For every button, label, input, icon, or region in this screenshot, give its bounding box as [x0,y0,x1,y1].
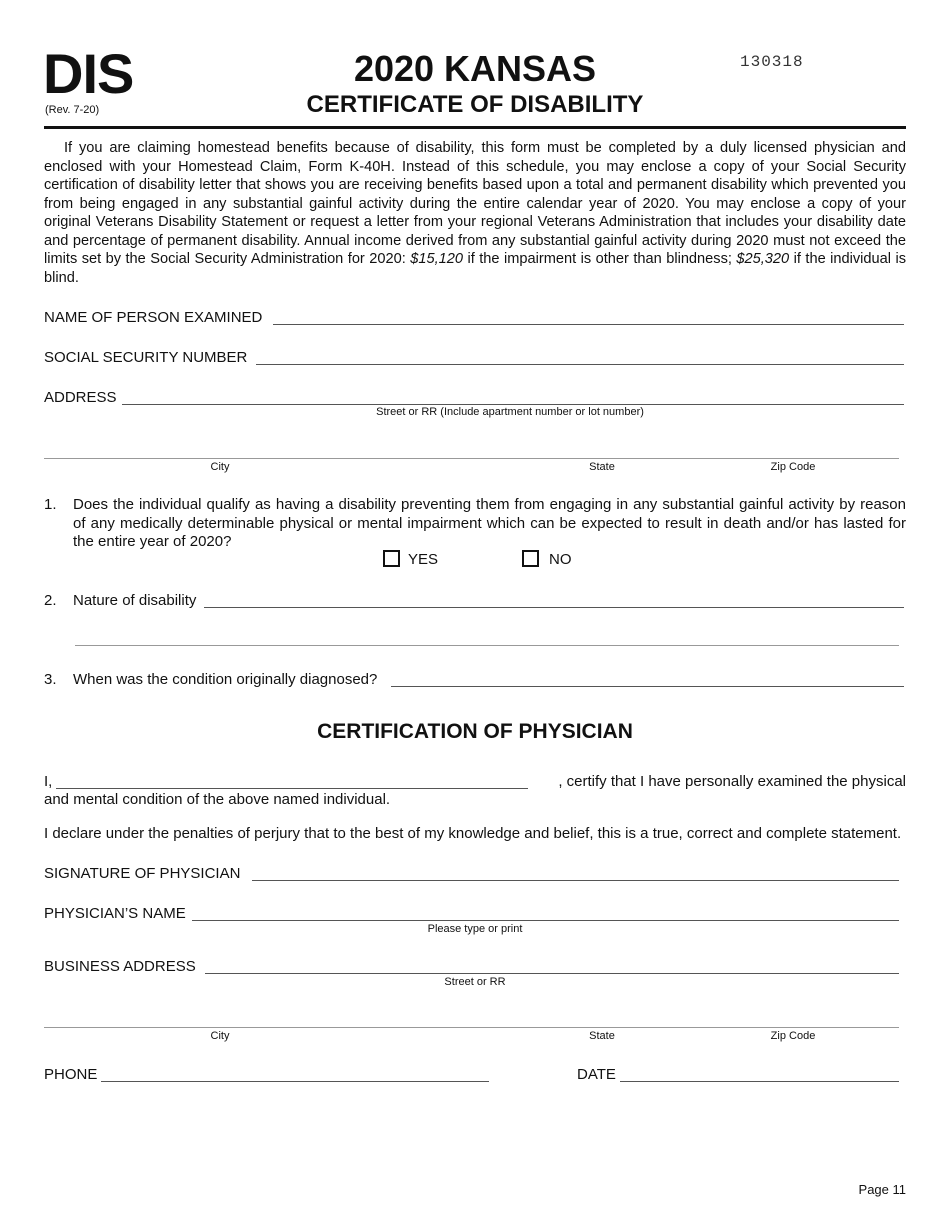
ssn-field[interactable] [256,364,904,365]
intro-text-3: if the individual is blind. [44,251,906,286]
page-subtitle: CERTIFICATE OF DISABILITY [306,91,644,118]
address-city-state-zip-field[interactable] [44,458,899,459]
city-caption: City [210,461,230,473]
business-address-label: BUSINESS ADDRESS [44,958,196,975]
question-1-text: Does the individual qualify as having a disability preventing them from engaging in any substantial gainful activity by reason of any medically determinable physical or mental impairment which can be expected to result in death and/or has lasted for the entire year of 2020? [73,496,906,550]
header-divider [44,126,906,129]
street-caption: Street or RR (Include apartment number or lot number) [376,406,644,418]
business-street-caption: Street or RR [444,976,506,988]
physician-name-field[interactable] [192,920,899,921]
physician-name-label: PHYSICIAN’S NAME [44,905,186,922]
income-limit-blind: $25,320 [736,251,790,267]
no-label: NO [549,551,572,568]
revision-label: (Rev. 7-20) [45,104,100,116]
income-limit-other: $15,120 [410,251,464,267]
business-street-field[interactable] [205,973,899,974]
question-1-number: 1. [44,496,57,513]
date-label: DATE [577,1066,616,1083]
intro-text-1: If you are claiming homestead benefits because of disability, this form must be completed by a duly licensed physician and enclosed with your Homestead Claim, Form K-40H. Instead of this schedule, you may enclose a copy of your Social Security certification of disability letter that shows you are receiving benefits based upon a total and permanent disability which prevented you from being engaged in any substantial gainful activity during the entire calendar year of 2020. You may enclose a copy of your original Veterans Disability Statement or request a letter from your regional Veterans Administration that includes your disability date and percentage of permanent disability. Annual income derived from any substantial gainful activity during 2020 must not exceed the limits set by the Social Security Administration for 2020: [44,140,906,267]
business-city-caption: City [210,1030,230,1042]
question-3-number: 3. [44,671,57,688]
business-city-state-zip-field[interactable] [44,1027,899,1028]
business-state-caption: State [589,1030,615,1042]
question-3-text: When was the condition originally diagnosed? [73,671,378,688]
diagnosis-date-field[interactable] [391,686,904,687]
certify-line-2: and mental condition of the above named individual. [44,791,391,808]
disability-nature-field-line-2[interactable] [75,645,899,646]
phone-field[interactable] [101,1081,489,1082]
question-2-text: Nature of disability [73,592,197,609]
zip-caption: Zip Code [770,461,816,473]
disability-nature-field[interactable] [204,607,904,608]
date-field[interactable] [620,1081,899,1082]
no-checkbox[interactable] [522,550,539,567]
ssn-label: SOCIAL SECURITY NUMBER [44,349,248,366]
yes-checkbox[interactable] [383,550,400,567]
form-number: 130318 [740,53,804,71]
person-name-field[interactable] [273,324,904,325]
certify-prefix: I, [44,773,53,790]
address-label: ADDRESS [44,389,117,406]
instructions-paragraph [44,139,906,287]
physician-signature-label: SIGNATURE OF PHYSICIAN [44,865,241,882]
physician-certify-name-field[interactable] [56,788,528,789]
page-number: Page 11 [858,1182,906,1197]
question-2-number: 2. [44,592,57,609]
perjury-declaration: I declare under the penalties of perjury that to the best of my knowledge and belief, this is a true, correct and complete statement. [44,825,902,842]
yes-label: YES [408,551,439,568]
physician-signature-field[interactable] [252,880,899,881]
person-name-label: NAME OF PERSON EXAMINED [44,309,263,326]
form-code: DIS [43,42,134,105]
page-title: 2020 KANSAS [353,48,597,89]
intro-text-2: if the impairment is other than blindness; [463,251,737,267]
certify-suffix: , certify that I have personally examined the physical [558,773,906,790]
address-street-field[interactable] [122,404,904,405]
phone-label: PHONE [44,1066,98,1083]
state-caption: State [589,461,615,473]
physician-section-heading: CERTIFICATION OF PHYSICIAN [317,720,633,743]
physician-name-caption: Please type or print [427,923,523,935]
business-zip-caption: Zip Code [770,1030,816,1042]
